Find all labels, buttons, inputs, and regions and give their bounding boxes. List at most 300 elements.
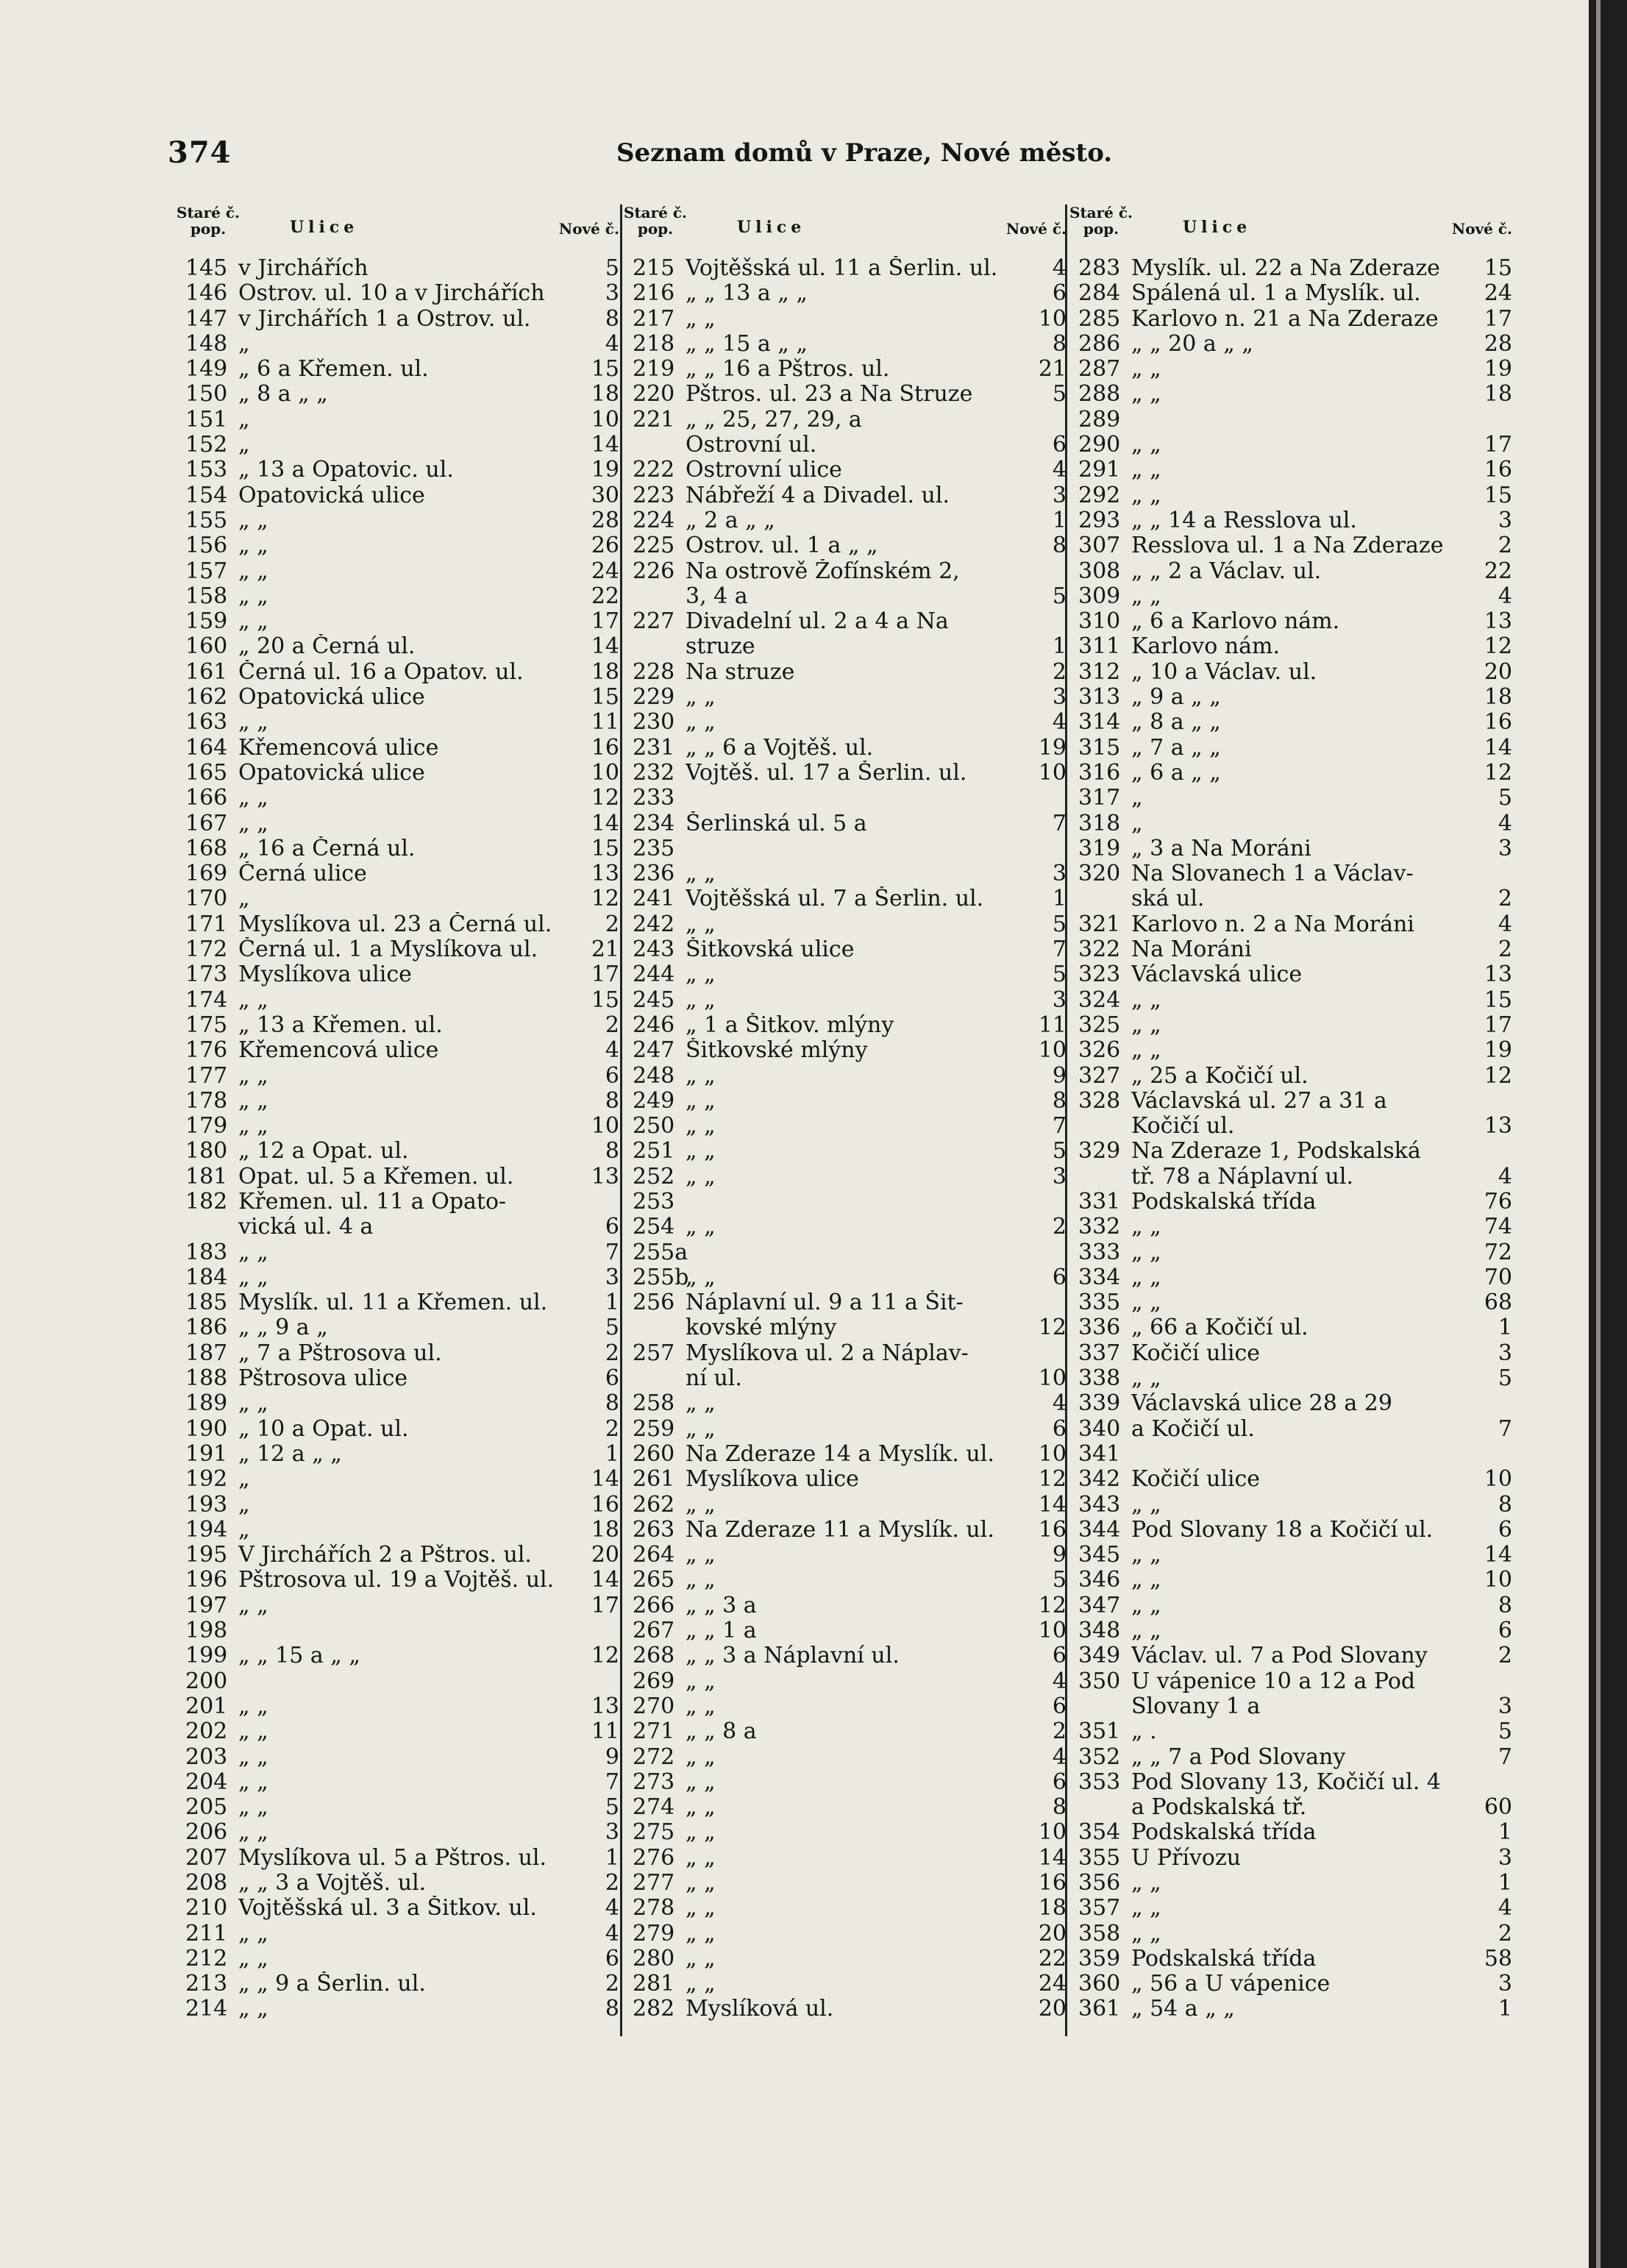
new-number: 3 <box>1498 507 1512 533</box>
new-number: 18 <box>1484 684 1512 711</box>
table-row <box>633 559 1067 584</box>
old-number: 213 <box>185 1971 228 1997</box>
old-number: 326 <box>1078 1037 1121 1064</box>
street-name: „ 12 a „ „ <box>238 1441 342 1467</box>
street-name: „ „ <box>1131 1618 1161 1644</box>
new-number: 16 <box>1484 457 1512 483</box>
table-row <box>1078 811 1512 836</box>
new-number: 5 <box>1052 911 1067 937</box>
table-row <box>185 1391 619 1416</box>
street-name: „ „ <box>1131 1871 1161 1896</box>
new-number: 14 <box>1484 734 1512 761</box>
street-name: „ „ 16 a Pštros. ul. <box>686 357 890 383</box>
table-row <box>185 256 619 281</box>
street-name: „ „ 13 a „ „ <box>686 281 808 307</box>
table-row <box>185 408 619 433</box>
table-row <box>185 1871 619 1896</box>
street-name: Vojtěš. ul. 17 a Šerlin. ul. <box>686 760 967 786</box>
column-1 <box>177 204 619 2044</box>
street-name: „ „ <box>686 1139 716 1165</box>
old-number: 275 <box>633 1819 675 1846</box>
old-number: 262 <box>633 1491 675 1518</box>
street-name: „ „ <box>686 1896 716 1922</box>
table-row <box>633 1240 1067 1265</box>
table-row <box>1078 458 1512 483</box>
column-2 <box>624 204 1067 2044</box>
new-number: 1 <box>605 1844 619 1871</box>
new-number: 30 <box>591 482 619 508</box>
header-new-number: Nové č. <box>1451 220 1512 238</box>
table-row <box>633 634 1067 659</box>
table-row <box>633 1694 1067 1719</box>
old-number: 162 <box>185 684 228 711</box>
scan-edge <box>1589 0 1627 2268</box>
new-number: 4 <box>1052 255 1067 281</box>
new-number: 21 <box>1038 356 1067 383</box>
old-number: 241 <box>633 886 675 912</box>
new-number: 19 <box>591 457 619 483</box>
new-number: 10 <box>1038 759 1067 786</box>
old-number: 153 <box>185 457 228 483</box>
table-row <box>185 786 619 811</box>
old-number: 349 <box>1078 1643 1121 1669</box>
old-number: 317 <box>1078 785 1121 811</box>
table-row <box>185 1669 619 1694</box>
table-row <box>185 634 619 659</box>
table-row <box>185 1190 619 1215</box>
old-number: 269 <box>633 1668 675 1694</box>
street-name: Na Zderaze 1, Podskalská <box>1131 1139 1421 1165</box>
table-row <box>1078 1694 1512 1719</box>
new-number: 8 <box>605 1996 619 2022</box>
new-number: 5 <box>1052 1138 1067 1165</box>
old-number: 168 <box>185 835 228 861</box>
old-number: 261 <box>633 1466 675 1493</box>
new-number: 3 <box>1498 1844 1512 1871</box>
new-number: 18 <box>591 658 619 685</box>
new-number: 14 <box>591 1466 619 1493</box>
table-row <box>185 382 619 407</box>
header-old-number: Staré č. pop. <box>1069 204 1133 238</box>
table-row <box>185 483 619 508</box>
new-number: 5 <box>1052 1567 1067 1593</box>
new-number: 14 <box>591 432 619 458</box>
new-number: 18 <box>591 381 619 408</box>
new-number: 3 <box>1052 482 1067 508</box>
table-row <box>1078 1618 1512 1643</box>
street-name: „ „ <box>686 1820 716 1846</box>
old-number: 311 <box>1078 633 1121 660</box>
table-row <box>633 1114 1067 1139</box>
table-row <box>633 1770 1067 1795</box>
new-number: 2 <box>1052 658 1067 685</box>
new-number: 20 <box>1038 1920 1067 1947</box>
new-number: 10 <box>591 1113 619 1140</box>
old-number: 158 <box>185 583 228 609</box>
table-row <box>185 1846 619 1871</box>
table-row <box>633 1038 1067 1063</box>
new-number: 2 <box>605 1971 619 1997</box>
table-row <box>185 761 619 786</box>
column-header <box>624 204 1067 256</box>
new-number: 18 <box>1038 1895 1067 1922</box>
old-number: 176 <box>185 1037 228 1064</box>
table-row <box>633 357 1067 382</box>
table-row <box>185 1972 619 1997</box>
new-number: 7 <box>1052 936 1067 963</box>
street-name: Pod Slovany 18 a Kočičí ul. <box>1131 1517 1434 1543</box>
street-name: „ „ <box>686 1668 716 1694</box>
new-number: 1 <box>1498 1819 1512 1846</box>
new-number: 12 <box>1484 1062 1512 1089</box>
table-row <box>185 861 619 886</box>
old-number: 351 <box>1078 1718 1121 1745</box>
table-row <box>185 1745 619 1770</box>
street-name: „ 25 a Kočičí ul. <box>1131 1063 1309 1089</box>
table-row <box>633 685 1067 710</box>
table-row <box>1078 1846 1512 1871</box>
new-number: 58 <box>1484 1945 1512 1972</box>
new-number: 5 <box>1052 583 1067 609</box>
new-number: 26 <box>591 533 619 559</box>
street-name: „ 1 a Šitkov. mlýny <box>686 1012 894 1038</box>
street-name: „ „ <box>686 685 716 711</box>
street-name: Myslíkova ul. 23 a Černá ul. <box>238 911 552 937</box>
table-row <box>185 609 619 634</box>
table-row <box>185 1543 619 1568</box>
table-row <box>1078 584 1512 609</box>
new-number: 1 <box>1498 1315 1512 1341</box>
old-number: 282 <box>633 1996 675 2022</box>
old-number: 225 <box>633 533 675 559</box>
table-row <box>1078 483 1512 508</box>
old-number: 229 <box>633 684 675 711</box>
street-name: „ „ <box>238 811 268 836</box>
new-number: 3 <box>605 1819 619 1846</box>
table-row <box>1078 1240 1512 1265</box>
street-name: Myslíková ul. <box>686 1997 834 2022</box>
table-row <box>633 660 1067 685</box>
old-number: 236 <box>633 861 675 887</box>
street-name: „ „ <box>686 1265 716 1290</box>
street-name: „ <box>238 331 250 357</box>
new-number: 5 <box>1498 1718 1512 1745</box>
old-number: 291 <box>1078 457 1121 483</box>
street-name: „ „ <box>1131 357 1161 383</box>
street-name: „ „ <box>686 911 716 937</box>
old-number: 278 <box>633 1895 675 1922</box>
table-row <box>633 433 1067 458</box>
old-number: 255b <box>633 1264 689 1290</box>
table-row <box>185 1643 619 1668</box>
old-number: 211 <box>185 1920 228 1947</box>
table-row <box>185 1947 619 1972</box>
new-number: 24 <box>591 558 619 584</box>
table-row <box>633 1064 1067 1089</box>
street-name: „ <box>238 1517 250 1543</box>
new-number: 74 <box>1484 1214 1512 1240</box>
new-number: 1 <box>1052 507 1067 533</box>
street-name: v Jirchářích <box>238 256 369 281</box>
table-row <box>633 1871 1067 1896</box>
street-name: „ „ <box>1131 1568 1161 1593</box>
old-number: 258 <box>633 1390 675 1417</box>
old-number: 166 <box>185 785 228 811</box>
table-row <box>185 1265 619 1290</box>
table-row <box>633 786 1067 811</box>
street-name: „ „ <box>1131 1366 1161 1392</box>
new-number: 10 <box>1484 1567 1512 1593</box>
new-number: 1 <box>605 1290 619 1316</box>
scan-edge-line <box>1596 0 1601 2268</box>
new-number: 16 <box>591 1491 619 1518</box>
street-name: Pštros. ul. 23 a Na Struze <box>686 382 973 408</box>
street-name: „ <box>238 886 250 912</box>
street-name: „ 66 a Kočičí ul. <box>1131 1315 1309 1341</box>
street-name: „ <box>238 433 250 458</box>
table-row <box>185 1114 619 1139</box>
table-row <box>633 1745 1067 1770</box>
table-row <box>185 584 619 609</box>
street-name: „ „ <box>1131 1240 1161 1265</box>
old-number: 284 <box>1078 280 1121 307</box>
old-number: 348 <box>1078 1618 1121 1644</box>
new-number: 12 <box>591 785 619 811</box>
table-row <box>633 483 1067 508</box>
street-name: „ <box>1131 811 1143 836</box>
street-name: „ „ <box>238 1795 268 1821</box>
street-name: „ 8 a „ „ <box>1131 710 1221 736</box>
old-number: 316 <box>1078 759 1121 786</box>
old-number: 264 <box>633 1542 675 1568</box>
table-row <box>633 1366 1067 1391</box>
street-name: „ „ <box>238 508 268 533</box>
new-number: 3 <box>605 1264 619 1290</box>
new-number: 4 <box>605 1037 619 1064</box>
table-row <box>1078 559 1512 584</box>
street-name: „ „ <box>1131 1038 1161 1064</box>
street-name: „ „ <box>686 962 716 988</box>
old-number: 292 <box>1078 482 1121 508</box>
old-number: 221 <box>633 406 675 433</box>
new-number: 6 <box>605 1365 619 1392</box>
table-row <box>185 710 619 735</box>
new-number: 15 <box>1484 255 1512 281</box>
new-number: 3 <box>1498 1971 1512 1997</box>
old-number: 167 <box>185 810 228 836</box>
old-number: 342 <box>1078 1466 1121 1493</box>
street-name: Ostrov. ul. 1 a „ „ <box>686 533 878 559</box>
street-name: „ „ <box>686 1215 716 1240</box>
old-number: 192 <box>185 1466 228 1493</box>
table-row <box>185 1240 619 1265</box>
old-number: 149 <box>185 356 228 383</box>
new-number: 8 <box>1498 1491 1512 1518</box>
table-row <box>1078 1770 1512 1795</box>
new-number: 5 <box>1052 961 1067 988</box>
street-name: Na Zderaze 14 a Myslík. ul. <box>686 1441 994 1467</box>
table-row <box>633 1719 1067 1744</box>
table-row <box>185 736 619 761</box>
old-number: 179 <box>185 1113 228 1140</box>
old-number: 338 <box>1078 1365 1121 1392</box>
new-number: 2 <box>1052 1718 1067 1745</box>
page-title: Seznam domů v Praze, Nové město. <box>616 138 1113 168</box>
old-number: 281 <box>633 1971 675 1997</box>
table-row <box>1078 1922 1512 1947</box>
table-row <box>185 962 619 987</box>
old-number: 193 <box>185 1491 228 1518</box>
old-number: 321 <box>1078 911 1121 937</box>
street-name: Ostrovní ulice <box>686 458 842 483</box>
old-number: 257 <box>633 1340 675 1366</box>
old-number: 171 <box>185 911 228 937</box>
old-number: 148 <box>185 330 228 357</box>
table-row <box>1078 1493 1512 1518</box>
table-row <box>633 1922 1067 1947</box>
new-number: 7 <box>1052 810 1067 836</box>
old-number: 219 <box>633 356 675 383</box>
old-number: 161 <box>185 658 228 685</box>
old-number: 347 <box>1078 1592 1121 1618</box>
new-number: 3 <box>1052 861 1067 887</box>
table-row <box>185 1089 619 1114</box>
street-name: „ „ 3 a Náplavní ul. <box>686 1643 900 1669</box>
table-row <box>633 1391 1067 1416</box>
old-number: 289 <box>1078 406 1121 433</box>
street-name: a Kočičí ul. <box>1131 1416 1255 1442</box>
street-name: Opatovická ulice <box>238 483 425 508</box>
new-number: 4 <box>1052 1668 1067 1694</box>
new-number: 16 <box>1038 1870 1067 1896</box>
street-name: Náplavní ul. 9 a 11 a Šit- <box>686 1290 964 1316</box>
old-number: 286 <box>1078 330 1121 357</box>
street-name: Opatovická ulice <box>238 685 425 711</box>
street-name: Slovany 1 a <box>1131 1693 1261 1719</box>
new-number: 68 <box>1484 1290 1512 1316</box>
old-number: 227 <box>633 608 675 635</box>
street-name: U Přívozu <box>1131 1845 1242 1871</box>
old-number: 334 <box>1078 1264 1121 1290</box>
new-number: 2 <box>1498 533 1512 559</box>
street-name: Ostrov. ul. 10 a v Jirchářích <box>238 281 545 307</box>
street-name: 3, 4 a <box>686 583 748 609</box>
street-name: Na Zderaze 11 a Myslík. ul. <box>686 1517 994 1543</box>
table-row <box>633 1265 1067 1290</box>
old-number: 191 <box>185 1440 228 1467</box>
new-number: 15 <box>591 684 619 711</box>
old-number: 216 <box>633 280 675 307</box>
table-row <box>1078 962 1512 987</box>
old-number: 249 <box>633 1087 675 1114</box>
street-name: „ „ <box>1131 1921 1161 1947</box>
table-row <box>1078 1165 1512 1190</box>
table-row <box>633 508 1067 533</box>
new-number: 4 <box>605 330 619 357</box>
table-row <box>633 1543 1067 1568</box>
table-row <box>1078 1038 1512 1063</box>
old-number: 343 <box>1078 1491 1121 1518</box>
table-row <box>1078 1315 1512 1340</box>
street-name: Podskalská třída <box>1131 1189 1317 1215</box>
table-row <box>1078 912 1512 937</box>
old-number: 147 <box>185 305 228 332</box>
new-number: 28 <box>1484 330 1512 357</box>
table-row <box>633 1972 1067 1997</box>
new-number: 5 <box>605 1794 619 1821</box>
table-row <box>1078 1669 1512 1694</box>
table-row <box>185 912 619 937</box>
old-number: 169 <box>185 861 228 887</box>
table-row <box>185 1593 619 1618</box>
old-number: 246 <box>633 1012 675 1038</box>
street-name: „ 12 a Opat. ul. <box>238 1139 409 1165</box>
table-row <box>185 836 619 861</box>
old-number: 290 <box>1078 432 1121 458</box>
old-number: 220 <box>633 381 675 408</box>
old-number: 310 <box>1078 608 1121 635</box>
old-number: 174 <box>185 987 228 1013</box>
table-row <box>633 1997 1067 2022</box>
new-number: 4 <box>1052 1390 1067 1417</box>
street-name: „ 16 a Černá ul. <box>238 836 416 861</box>
table-row <box>1078 1215 1512 1240</box>
new-number: 2 <box>1052 1214 1067 1240</box>
old-number: 320 <box>1078 861 1121 887</box>
table-row <box>185 886 619 911</box>
street-name: „ „ 3 a <box>686 1593 757 1618</box>
table-row <box>1078 1190 1512 1215</box>
old-number: 340 <box>1078 1415 1121 1442</box>
table-row <box>1078 886 1512 911</box>
old-number: 210 <box>185 1895 228 1922</box>
old-number: 154 <box>185 482 228 508</box>
header-street: Ulice <box>737 218 806 237</box>
new-number: 8 <box>1052 1087 1067 1114</box>
new-number: 21 <box>591 936 619 963</box>
street-name: Václavská ulice <box>1131 962 1303 988</box>
old-number: 315 <box>1078 734 1121 761</box>
street-name: Vojtěšská ul. 3 a Šitkov. ul. <box>238 1896 537 1922</box>
old-number: 271 <box>633 1718 675 1745</box>
street-name: „ „ <box>238 533 268 559</box>
table-row <box>633 1467 1067 1492</box>
street-name: „ 6 a Křemen. ul. <box>238 357 429 383</box>
street-name: Na struze <box>686 659 795 685</box>
old-number: 353 <box>1078 1768 1121 1795</box>
street-name: „ „ <box>1131 583 1161 609</box>
table-row <box>1078 357 1512 382</box>
rows <box>185 256 619 2022</box>
street-name: „ „ <box>686 1063 716 1089</box>
new-number: 22 <box>591 583 619 609</box>
table-row <box>185 357 619 382</box>
street-name: „ „ 9 a „ <box>238 1315 328 1341</box>
street-name: „ „ <box>686 1568 716 1593</box>
old-number: 202 <box>185 1718 228 1745</box>
old-number: 231 <box>633 734 675 761</box>
old-number: 217 <box>633 305 675 332</box>
table-row <box>1078 256 1512 281</box>
table-row <box>633 307 1067 332</box>
old-number: 356 <box>1078 1870 1121 1896</box>
table-row <box>1078 1341 1512 1366</box>
new-number: 19 <box>1484 1037 1512 1064</box>
new-number: 22 <box>1484 558 1512 584</box>
table-row <box>185 1442 619 1467</box>
rows <box>1078 256 1512 2022</box>
old-number: 188 <box>185 1365 228 1392</box>
